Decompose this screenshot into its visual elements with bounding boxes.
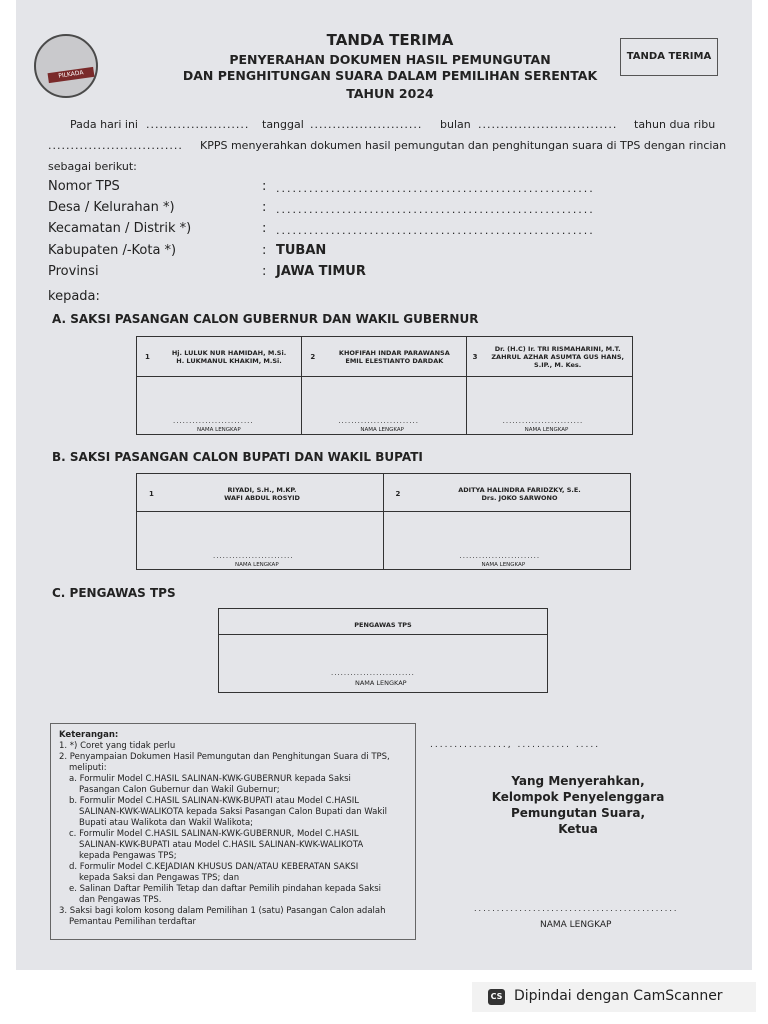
section-c-table bbox=[218, 608, 548, 693]
signature-line-3: Pemungutan Suara, bbox=[510, 806, 646, 820]
keterangan-line: Pasangan Calon Gubernur dan Wakil Gubernur; bbox=[79, 785, 280, 795]
section-a-table bbox=[136, 336, 633, 435]
signature-cell: ......................... NAMA LENGKAP bbox=[302, 377, 466, 435]
logo-ribbon: PILKADA bbox=[48, 67, 95, 83]
signature-dots: ............................................. bbox=[474, 904, 679, 913]
keterangan-line: kepada Pengawas TPS; bbox=[79, 851, 177, 861]
kpu-logo-icon bbox=[34, 34, 98, 98]
section-b-title: B. SAKSI PASANGAN CALON BUPATI DAN WAKIL BUPATI bbox=[52, 450, 423, 464]
candidate-cell: 1 Hj. LULUK NUR HAMIDAH, M.Si. H. LUKMANUL KHAKIM, M.Si. bbox=[137, 337, 302, 377]
intro-line2: KPPS menyerahkan dokumen hasil pemungutan dan penghitungan suara di TPS dengan rincian bbox=[200, 139, 727, 152]
field-value-provinsi: JAWA TIMUR bbox=[276, 264, 366, 279]
signature-cell: .......................... NAMA LENGKAP bbox=[219, 635, 548, 693]
signature-cell: ......................... NAMA LENGKAP bbox=[466, 377, 632, 435]
signature-name-label: NAMA LENGKAP bbox=[540, 920, 612, 930]
keterangan-line: b. Formulir Model C.HASIL SALINAN-KWK-BUPATI atau Model C.HASIL bbox=[69, 796, 359, 806]
field-label-kabupaten: Kabupaten /-Kota *) bbox=[48, 243, 177, 258]
date-place-dots: ................, ........... ..... bbox=[430, 740, 601, 750]
field-value-kabupaten: TUBAN bbox=[276, 243, 327, 258]
keterangan-line: dan Pengawas TPS. bbox=[79, 895, 162, 905]
intro-hari: Pada hari ini bbox=[70, 118, 138, 131]
keterangan-line: SALINAN-KWK-WALIKOTA kepada Saksi Pasangan Calon Bupati dan Wakil bbox=[79, 807, 388, 817]
intro-dots-1: ....................... bbox=[146, 118, 250, 131]
signature-cell: ......................... NAMA LENGKAP bbox=[137, 512, 384, 570]
signature-cell: ......................... NAMA LENGKAP bbox=[383, 512, 631, 570]
signature-line-1: Yang Menyerahkan, bbox=[511, 774, 645, 788]
doc-year: TAHUN 2024 bbox=[346, 86, 434, 101]
keterangan-title: Keterangan: bbox=[59, 730, 119, 740]
kepada-label: kepada: bbox=[48, 289, 100, 304]
keterangan-line: Bupati atau Walikota dan Wakil Walikota; bbox=[79, 818, 254, 828]
camscanner-icon: CS bbox=[488, 989, 505, 1005]
field-dots: .......................................................... bbox=[276, 182, 595, 195]
section-a-title: A. SAKSI PASANGAN CALON GUBERNUR DAN WAKIL GUBERNUR bbox=[52, 312, 479, 326]
doc-subtitle-1: PENYERAHAN DOKUMEN HASIL PEMUNGUTAN bbox=[229, 52, 551, 67]
field-label-nomor-tps: Nomor TPS bbox=[48, 179, 120, 194]
camscanner-text: Dipindai dengan CamScanner bbox=[514, 988, 723, 1004]
pengawas-header-cell: PENGAWAS TPS bbox=[219, 609, 548, 635]
field-dots: .......................................................... bbox=[276, 224, 595, 237]
keterangan-line: 1. *) Coret yang tidak perlu bbox=[59, 741, 176, 751]
keterangan-line: 2. Penyampaian Dokumen Hasil Pemungutan dan Penghitungan Suara di TPS, bbox=[59, 752, 390, 762]
field-label-provinsi: Provinsi bbox=[48, 264, 99, 279]
field-dots: .......................................................... bbox=[276, 203, 595, 216]
candidate-cell: 2 KHOFIFAH INDAR PARAWANSA EMIL ELESTIANTO DARDAK bbox=[302, 337, 466, 377]
intro-tanggal: tanggal bbox=[262, 118, 304, 131]
keterangan-line: d. Formulir Model C.KEJADIAN KHUSUS DAN/ATAU KEBERATAN SAKSI bbox=[69, 862, 359, 872]
section-c-title: C. PENGAWAS TPS bbox=[52, 586, 176, 600]
keterangan-line: kepada Saksi dan Pengawas TPS; dan bbox=[79, 873, 240, 883]
camscanner-watermark bbox=[472, 982, 756, 1012]
field-label-kecamatan: Kecamatan / Distrik *) bbox=[48, 221, 192, 236]
keterangan-line: e. Salinan Daftar Pemilih Tetap dan daftar Pemilih pindahan kepada Saksi bbox=[69, 884, 381, 894]
doc-title: TANDA TERIMA bbox=[326, 31, 454, 49]
section-b-table bbox=[136, 473, 631, 570]
intro-bulan: bulan bbox=[440, 118, 471, 131]
keterangan-line: 3. Saksi bagi kolom kosong dalam Pemilihan 1 (satu) Pasangan Calon adalah bbox=[59, 906, 386, 916]
keterangan-line: SALINAN-KWK-BUPATI atau Model C.HASIL SALINAN-KWK-WALIKOTA bbox=[79, 840, 364, 850]
signature-cell: ......................... NAMA LENGKAP bbox=[137, 377, 302, 435]
keterangan-box bbox=[50, 723, 416, 940]
keterangan-line: meliputi: bbox=[69, 763, 107, 773]
keterangan-line: c. Formulir Model C.HASIL SALINAN-KWK-GUBERNUR, Model C.HASIL bbox=[69, 829, 359, 839]
intro-line3: sebagai berikut: bbox=[48, 160, 137, 173]
signature-line-2: Kelompok Penyelenggara bbox=[491, 790, 665, 804]
doc-subtitle-2: DAN PENGHITUNGAN SUARA DALAM PEMILIHAN SERENTAK bbox=[182, 68, 598, 83]
keterangan-line: a. Formulir Model C.HASIL SALINAN-KWK-GUBERNUR kepada Saksi bbox=[69, 774, 351, 784]
signature-line-4: Ketua bbox=[558, 822, 598, 836]
tanda-terima-box: TANDA TERIMA bbox=[620, 38, 718, 76]
candidate-cell: 3 Dr. (H.C) Ir. TRI RISMAHARINI, M.T. ZAHRUL AZHAR ASUMTA GUS HANS, S.IP., M. Kes. bbox=[466, 337, 632, 377]
candidate-cell: 1 RIYADI, S.H., M.KP. WAFI ABDUL ROSYID bbox=[137, 474, 384, 512]
keterangan-line: Pemantau Pemilihan terdaftar bbox=[69, 917, 197, 927]
intro-dots-3: ............................... bbox=[478, 118, 618, 131]
intro-tahun: tahun dua ribu bbox=[634, 118, 716, 131]
field-label-desa: Desa / Kelurahan *) bbox=[48, 200, 175, 215]
candidate-cell: 2 ADITYA HALINDRA FARIDZKY, S.E. Drs. JOKO SARWONO bbox=[383, 474, 631, 512]
intro-dots-4: .............................. bbox=[48, 139, 183, 152]
intro-dots-2: ......................... bbox=[310, 118, 423, 131]
